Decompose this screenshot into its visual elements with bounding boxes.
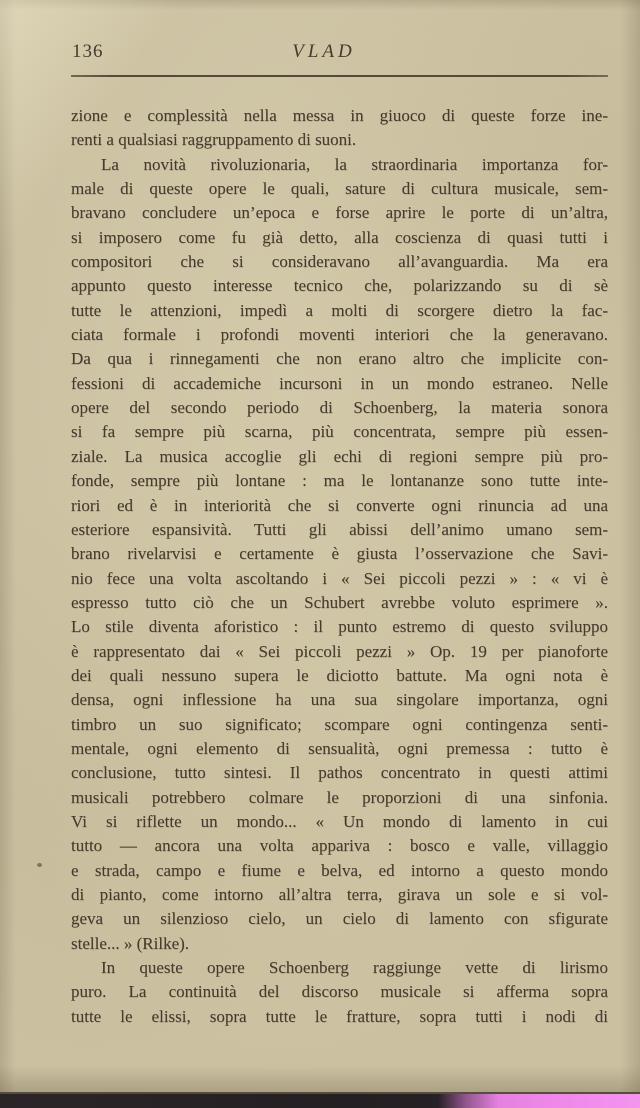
text-line: di pianto, come intorno all’altra terra, girava un sole e si vol-: [71, 885, 608, 904]
running-title: VLAD: [292, 41, 356, 62]
text-line: ziale. La musica accoglie gli echi di regioni sempre più pro-: [71, 446, 608, 466]
text-line: renti a qualsiasi raggruppamento di suoni.: [71, 130, 357, 150]
text-line: male di queste opere le quali, sature di cultura musicale, sem-: [71, 179, 608, 199]
text-line: si imposero come fu già detto, alla coscienza di quasi tutti i: [71, 227, 608, 247]
text-line: musicali potrebbero colmare le proporzioni di una sinfonia.: [71, 787, 608, 807]
page-header: [71, 41, 608, 67]
text-line: espresso tutto ciò che un Schubert avrebbe voluto esprimere ».: [71, 592, 608, 612]
text-line: compositori che si consideravano all’avanguardia. Ma era: [71, 252, 608, 272]
text-line: Vi si riflette un mondo... « Un mondo di lamento in cui: [71, 811, 608, 831]
text-line: esteriore espansività. Tutti gli abissi dell’animo umano sem-: [71, 519, 608, 539]
text-line: tutte le attenzioni, impedì a molti di scorgere dietro la fac-: [71, 300, 608, 320]
pink-scan-artifact: [438, 1094, 640, 1108]
text-line: riori ed è in interiorità che si converte ogni rinuncia ad una: [71, 495, 608, 515]
text-line: tutto — ancora una volta appariva : bosco e valle, villaggio: [71, 836, 608, 856]
text-block: [71, 104, 608, 1029]
text-line: Lo stile diventa aforistico : il punto estremo di questo sviluppo: [71, 617, 608, 637]
text-line: Da qua i rinnegamenti che non erano altro che implicite con-: [71, 349, 608, 369]
text-line: si fa sempre più scarna, più concentrata, sempre più essen-: [71, 422, 608, 442]
text-line: brano rivelarvisi e certamente è giusta l’osservazione che Savi-: [71, 544, 608, 564]
text-line: bravano concludere un’epoca e forse aprire le porte di un’altra,: [71, 203, 608, 223]
text-line: opere del secondo periodo di Schoenberg, la materia sonora: [71, 398, 608, 418]
page-number: 136: [72, 41, 104, 62]
text-line: fonde, sempre più lontane : ma le lontananze sono tutte inte-: [71, 471, 608, 491]
text-line: densa, ogni inflessione ha una sua singolare importanza, ogni: [71, 690, 608, 710]
ink-speck: [37, 863, 42, 867]
text-line: timbro un suo significato; scompare ogni contingenza senti-: [71, 714, 608, 734]
text-line: In queste opere Schoenberg raggiunge vette di lirismo: [101, 958, 608, 978]
text-line: puro. La continuità del discorso musicale si afferma sopra: [71, 982, 608, 1002]
text-line: dei quali nessuno supera le diciotto battute. Ma ogni nota è: [71, 665, 608, 685]
text-line: mentale, ogni elemento di sensualità, ogni premessa : tutto è: [71, 738, 608, 758]
text-line: appunto questo interesse tecnico che, polarizzando su di sè: [71, 276, 608, 296]
text-line: ciata formale i profondi moventi interiori che la generavano.: [71, 325, 608, 345]
text-line: è rappresentato dai « Sei piccoli pezzi » Op. 19 per pianoforte: [71, 641, 608, 661]
text-line: tutte le elissi, sopra tutte le fratture, sopra tutti i nodi di: [71, 1006, 608, 1026]
text-line: nio fece una volta ascoltando i « Sei piccoli pezzi » : « vi è: [71, 568, 608, 588]
text-line: fessioni di accademiche incursoni in un mondo estraneo. Nelle: [71, 373, 608, 393]
text-line: La novità rivoluzionaria, la straordinaria importanza for-: [101, 154, 608, 174]
text-line: conclusione, tutto sintesi. Il pathos concentrato in questi attimi: [71, 763, 608, 783]
header-rule: [71, 75, 608, 77]
text-line: stelle... » (Rilke).: [71, 933, 190, 953]
text-line: zione e complessità nella messa in giuoco di queste forze ine-: [71, 106, 608, 125]
text-line: geva un silenzioso cielo, un cielo di lamento con sfigurate: [71, 909, 608, 929]
text-line: e strada, campo e fiume e belva, ed intorno a questo mondo: [71, 860, 608, 880]
